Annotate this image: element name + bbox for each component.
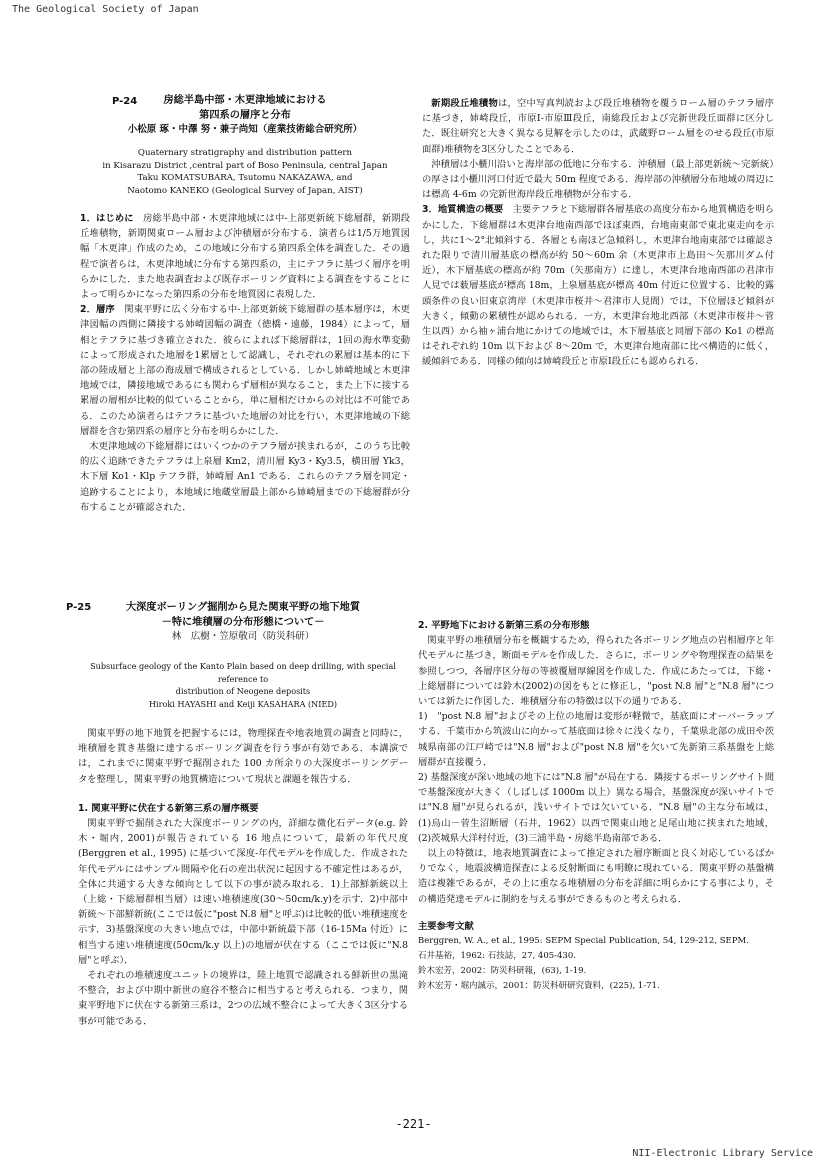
p25-english-title	[78, 660, 408, 710]
p24-title-line2: 第四系の層序と分布	[199, 110, 291, 121]
p24-section3	[422, 202, 774, 369]
p24-title-block	[80, 93, 410, 197]
p24-authors: 小松原 琢・中澤 努・兼子尚知（産業技術総合研究所）	[127, 124, 363, 135]
p24-s2c-heading: 新期段丘堆積物	[431, 98, 498, 109]
reference-item: 石井基裕，1962: 石技誌，27, 405-430.	[418, 951, 576, 962]
p24-s1-text: 房総半島中部・木更津地域には中-上部更新統下総層群，新期段丘堆積物，新期関東ローム層および沖積層が分布する．演者らは1/5万地質図幅「木更津」作成のため，この地域に分布する第四系全体を調査した．その過程で演者らは，木更津地域に分布する第四系の，主にテフラに基づく層序を明らかにした．また地表調査および既存ボーリング資料による調査をすることによって明らかになった第四系の分布を地質図に表現した．	[80, 213, 410, 301]
p24-s3-text: 主要テフラと下総層群各層基底の高度分布から地質構造を明らかにした．下総層群は木更津台地南西部でほぼ東西，台地南東部で東北東走向を示し，共に1～2°北傾斜する．各層とも南ほど急傾斜し，木更津台地南東部では確認された限りで清川層基底の標高が約 50～60m 余（木更津市上島田～矢那川ダム付近），木下層基底の標高が約 70m（矢那南方）に達し，木更津台地南西部の君津市人見では薮層基底が標高 18m，上泉層基底が標高 40m 付近に位置する．比較的露頭条件の良い旧東京湾岸（木更津市桜井～君津市人見間）では，下位層ほど傾斜が大きく，傾動の累積性が認められる．一方，木更津台地北西部（木更津市桜井～菅生以西）から袖ヶ浦台地にかけての地域では，木下層基底と同層下部の Ko1 の標高はそれぞれ約 10m 以下および 8～20m で，木更津台地南部に比べ構造的に低く，緩傾斜である．同様の傾向は姉崎段丘と市原Ⅰ段丘にも認められる．	[422, 204, 774, 368]
p25-s2-item2: 2) 基盤深度が深い地域の地下には"N.8 層"が局在する．隣接するボーリングサイト間で基盤深度が大きく（しばしば 1000m 以上）異なる場合，基盤深度が深いサイトでは"N.8 層"が見られるが，浅いサイトでは欠いている．"N.8 層"の主な分布域は，(1)烏山－菅生沼断層（石井，1962）以西で関東山地と足尾山地に挟まれた地域，(2)茨城県大洋村付近，(3)三浦半島・房総半島南部である．	[418, 772, 774, 844]
p25-s1b-text: それぞれの堆積速度ユニットの境界は，陸上地質で認識される鮮新世の黒滝不整合，および中期中新世の庭谷不整合に相当すると考えられる．つまり，関東平野地下に伏在する新第三系は，2つの広域不整合によって大きく3区分する事が可能である．	[78, 970, 408, 1027]
p25-right-column	[418, 618, 774, 1098]
p24-section1	[80, 211, 410, 302]
p24-en-line4: Naotomo KANEKO (Geological Survey of Japan, AIST)	[127, 185, 363, 196]
p25-s2-heading: 2. 平野地下における新第三系の分布形態	[418, 620, 590, 631]
p25-en-line1: Subsurface geology of the Kanto Plain based on deep drilling, with special reference to	[90, 661, 396, 684]
p25-refs-heading: 主要参考文献	[418, 920, 474, 932]
p24-en-line3: Taku KOMATSUBARA, Tsutomu NAKAZAWA, and	[137, 173, 353, 183]
p25-s1-text: 関東平野で掘削された大深度ボーリングの内，詳細な微化石データ(e.g. 鈴木・堀内, 2001)が報告されている 16 地点について，最新の年代尺度(Berggren et al., 1995) に基づいて深度-年代モデルを作成した．作成された年代モデルにはサンプル間隔や化石の産出状況に起因する不確定性はあるが，全体に共通する大きな傾向として以下の事が読み取れる．1)上部鮮新統以上（上総・下総層群相当層）は速い堆積速度(30～50cm/k.y)を示す．2)中部中新統～下部鮮新統(ここでは仮に"post N.8 層"と呼ぶ)は比較的低い堆積速度を示す．3)基盤深度の大きい地点では，中部中新統最下部（16-15Ma 付近）に相当する速い堆積速度(50cm/k.y 以上)の地層が伏在する（ここでは仮に"N.8 層"と呼ぶ）．	[78, 818, 408, 966]
p25-s2b-text: 以上の特徴は，地表地質調査によって推定された層序断面と良く対応しているばかりでなく，地震波構造探査による反射断面にも明瞭に現れている．関東平野の基盤構造は複雑であるが，その上に重なる堆積層の分布を詳細に明らかにする事により，その構造発達モデルに制約を与える事ができるものと考えられる．	[418, 848, 774, 905]
p24-right-column	[422, 96, 774, 566]
p25-en-line3: Hiroki HAYASHI and Keiji KASAHARA (NIED)	[149, 698, 337, 709]
reference-item: 鈴木宏芳・堀内誠示，2001：防災科研研究資料，(225), 1-71.	[418, 981, 660, 992]
p24-s2c-text: は，空中写真判読および段丘堆積物を覆うローム層のテフラ層序に基づき，姉崎段丘，市原Ⅰ-市原Ⅲ段丘，南総段丘および完新世段丘面群に区分した．既往研究と大きく異なる見解を示したのは，武蔵野ローム層をのせる段丘(市原面群)堆積物を3区分したことである．	[422, 98, 774, 155]
society-header: The Geological Society of Japan	[12, 4, 199, 15]
p24-left-column	[80, 93, 410, 563]
p24-title-line1: 房総半島中部・木更津地域における	[163, 95, 327, 106]
p24-s2c	[422, 96, 774, 157]
p25-authors: 林 広樹・笠原敬司（防災科研）	[171, 631, 315, 642]
p25-reference-list	[418, 934, 774, 994]
p24-s2d-text: 沖積層は小櫃川沿いと海岸部の低地に分布する．沖積層（最上部更新統～完新統）の厚さは小櫃川河口付近で最大 50m 程度である．海岸部の沖積層分布地域の周辺には標高 4-6m の完新世海岸段丘堆積物が分布する．	[422, 158, 774, 201]
p25-title-block	[78, 600, 408, 710]
p24-en-line1: Quaternary stratigraphy and distribution pattern	[137, 148, 353, 158]
p25-s2-text: 関東平野の堆積層分布を概観するため，得られた各ボーリング地点の岩相層序と年代モデルに基づき，断面モデルを作成した．さらに，ボーリングや物理探査の結果を参照しつつ，各層序区分毎の等被覆層厚線図を作成した．作成にあたっては，下総・上総層群については鈴木(2002)の図をもとに修正し，"post N.8 層"と"N.8 層"については新たに作図した．堆積層分布の特徴は以下の通りである．	[418, 635, 774, 708]
p24-s3-heading: 3．地質構造の概要	[422, 204, 504, 216]
p24-en-line2: in Kisarazu District ,central part of Boso Peninsula, central Japan	[102, 160, 388, 171]
p24-s2b-text: 木更津地域の下総層群にはいくつかのテフラ層が挟まれるが，このうち比較的広く追跡できたテフラは上泉層 Km2，清川層 Ky3・Ky3.5，横田層 Yk3，木下層 Ko1・Klp テフラ群，姉崎層 An1 である．これらのテフラ層を同定・追跡することにより，本地域に地蔵堂層最上部から姉崎層までの下総層群が分布することが確認された．	[80, 441, 410, 513]
p25-intro-text: 関東平野の地下地質を把握するには，物理探査や地表地質の調査と同時に，堆積層を貫き基盤に達するボーリング調査を行う事が有効である．本講演では，これまでに関東平野で掘削された 100 カ所余りの大深度ボーリングデータを整理し，関東平野の地質構造について現状と課題を報告する．	[78, 728, 408, 785]
reference-item: 鈴木宏芳，2002：防災科研報，(63), 1-19.	[418, 966, 587, 977]
p24-number: P-24	[112, 96, 138, 107]
library-footer: NII-Electronic Library Service	[632, 1148, 813, 1159]
p25-s2-item1: 1) "post N.8 層"およびその上位の地層は変形が軽微で，基底面にオーバーラップする．千葉市から筑波山に向かって基底面は徐々に浅くなり，千葉県北部の成田や茨城県南部の江戸崎では"N.8 層"および"post N.8 層"を欠いて先新第三系基盤を上総層群が直接覆う．	[418, 711, 774, 768]
p24-section2	[80, 302, 410, 439]
p24-s1-heading: 1．はじめに	[80, 213, 134, 224]
p25-title-line1: 大深度ボーリング掘削から見た関東平野の地下地質	[125, 602, 361, 613]
p24-s2-text: 関東平野に広く分布する中-上部更新統下総層群の基本層序は，木更津図幅の西側に隣接する姉崎図幅の調査（徳橋・遠藤，1984）によって，層相とテフラに基づき確立された．彼らによれば下総層群は，1回の海水準変動によって形成された地層を1累層として認識し，それぞれの累層は基本的に下部の陸成層と上部の海成層で構成されるとしている．しかし姉崎地域と木更津地域では，隣接地域であるにも関わらず層相が異なること，また上下に接する累層の層相が比較的似ていることから，単に層相だけからの対比は不可能である．このため演者らはテフラに基づいた地層の対比を行い，木更津地域の下総層群を含む第四系の層序と分布を明らかにした．	[80, 304, 410, 437]
page-number: -221-	[395, 1117, 432, 1131]
p25-en-line2: distribution of Neogene deposits	[175, 686, 311, 696]
p24-english-title	[80, 147, 410, 197]
p24-s2-heading: 2．層序	[80, 304, 115, 316]
reference-item: Berggren, W. A., et al., 1995: SEPM Special Publication, 54, 129-212, SEPM.	[418, 936, 749, 947]
p25-s1-heading: 1. 関東平野に伏在する新第三系の層序概要	[78, 802, 259, 814]
p25-title-line2: －特に堆積層の分布形態について－	[161, 617, 325, 628]
p25-left-column	[78, 600, 408, 1100]
p25-number: P-25	[66, 602, 92, 613]
